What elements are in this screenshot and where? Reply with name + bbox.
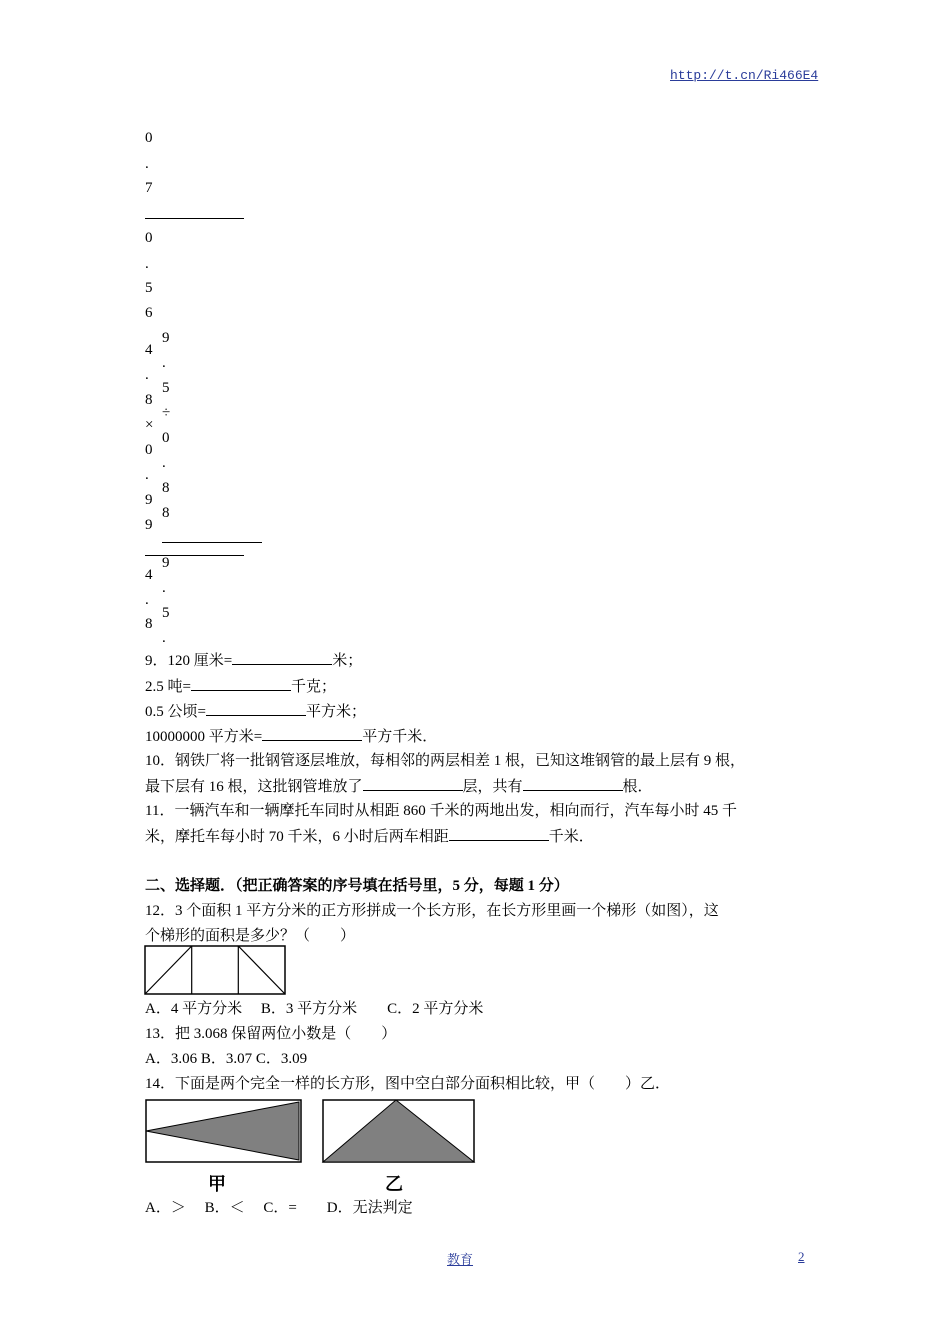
vertical-char: 7 (145, 180, 153, 196)
vertical-char: 8 (162, 480, 170, 496)
q14-label-jia: 甲 (208, 1174, 226, 1195)
vertical-char: 9 (145, 517, 153, 533)
q12-trapezoid-figure (144, 945, 287, 997)
vertical-char: 0 (145, 230, 153, 246)
q10-line-2-suffix: 根． (622, 779, 653, 795)
vertical-char: 9 (162, 555, 170, 571)
vertical-char: . (145, 156, 149, 172)
answer-blank[interactable] (191, 676, 291, 691)
vertical-char: 0 (162, 430, 170, 446)
q13-line-1: 13．把 3.068 保留两位小数是（ ） (145, 1026, 397, 1042)
vertical-char: 5 (145, 280, 153, 296)
vertical-char: . (145, 467, 149, 483)
vertical-char: 8 (145, 616, 153, 632)
q12-options: A．4 平方分米 B．3 平方分米 C．2 平方分米 (145, 1001, 484, 1017)
vertical-char: 0 (145, 130, 153, 146)
q10-line-2 (145, 776, 653, 797)
vertical-char: . (145, 592, 149, 608)
q12-line-1: 12．3 个面积 1 平方分米的正方形拼成一个长方形，在长方形里画一个梯形（如图），这 (145, 903, 719, 919)
q9-line-4-prefix: 10000000 平方米= (145, 729, 263, 745)
vertical-char: × (145, 417, 154, 433)
answer-blank[interactable] (523, 776, 623, 791)
q9-line-2-suffix: 千克； (290, 679, 336, 695)
q9-line-1 (145, 650, 362, 671)
calc-underline-1 (145, 218, 244, 219)
section-2-title: 二、选择题．（把正确答案的序号填在括号里，5 分，每题 1 分） (145, 878, 569, 894)
vertical-char: 5 (162, 605, 170, 621)
answer-blank[interactable] (363, 776, 463, 791)
footer-center-text[interactable]: 教育 (447, 1252, 474, 1267)
vertical-char: 8 (145, 392, 153, 408)
answer-blank[interactable] (232, 650, 332, 665)
vertical-char: 5 (162, 380, 170, 396)
q9-line-1-prefix: 9．120 厘米= (145, 653, 233, 669)
answer-blank[interactable] (262, 726, 362, 741)
q11-line-1: 11．一辆汽车和一辆摩托车同时从相距 860 千米的两地出发，相向而行，汽车每小时 45 千 (145, 803, 737, 819)
q9-line-2 (145, 676, 336, 697)
vertical-char: . (145, 367, 149, 383)
q11-line-2-suffix: 千米． (548, 829, 594, 845)
vertical-char: 9 (162, 330, 170, 346)
vertical-char: 8 (162, 505, 170, 521)
vertical-char: 6 (145, 305, 153, 321)
q10-line-2-middle: 层，共有 (462, 779, 523, 795)
q9-line-3 (145, 701, 366, 722)
q14-options: A．＞ B．＜ C．= D．无法判定 (145, 1200, 413, 1216)
vertical-char: 0 (145, 442, 153, 458)
q9-line-4-suffix: 平方千米． (362, 729, 438, 745)
q14-label-yi: 乙 (385, 1174, 403, 1195)
q10-line-2-prefix: 最下层有 16 根，这批钢管堆放了 (145, 779, 363, 795)
q9-line-1-suffix: 米； (332, 653, 363, 669)
vertical-char: . (145, 256, 149, 272)
calc-underline-3 (145, 555, 244, 556)
vertical-char: . (162, 580, 166, 596)
q14-figure-yi (321, 1098, 477, 1166)
footer-page-number: 2 (798, 1249, 805, 1264)
q10-line-1: 10．钢铁厂将一批钢管逐层堆放，每相邻的两层相差 1 根，已知这堆钢管的最上层有 9 根， (145, 753, 746, 769)
vertical-char: ÷ (162, 405, 171, 421)
q11-line-2-prefix: 米，摩托车每小时 70 千米，6 小时后两车相距 (145, 829, 449, 845)
vertical-char: 4 (145, 567, 153, 583)
header-url[interactable]: http://t.cn/Ri466E4 (670, 68, 819, 83)
answer-blank[interactable] (449, 826, 549, 841)
q9-line-4 (145, 726, 437, 747)
vertical-char: . (162, 630, 166, 646)
q12-line-2: 个梯形的面积是多少？（ ） (145, 928, 356, 944)
q14-line-1: 14．下面是两个完全一样的长方形，图中空白部分面积相比较，甲（ ）乙． (145, 1076, 671, 1092)
calc-underline-2 (162, 542, 262, 543)
q9-line-2-prefix: 2.5 吨= (145, 679, 191, 695)
vertical-char: 9 (145, 492, 153, 508)
vertical-char: 4 (145, 342, 153, 358)
answer-blank[interactable] (206, 701, 306, 716)
q11-line-2 (145, 826, 594, 847)
q9-line-3-prefix: 0.5 公顷= (145, 704, 206, 720)
vertical-char: . (162, 455, 166, 471)
vertical-char: . (162, 355, 166, 371)
q13-options: A．3.06 B．3.07 C．3.09 (145, 1051, 308, 1067)
q14-figure-jia (144, 1098, 304, 1166)
q9-line-3-suffix: 平方米； (305, 704, 366, 720)
